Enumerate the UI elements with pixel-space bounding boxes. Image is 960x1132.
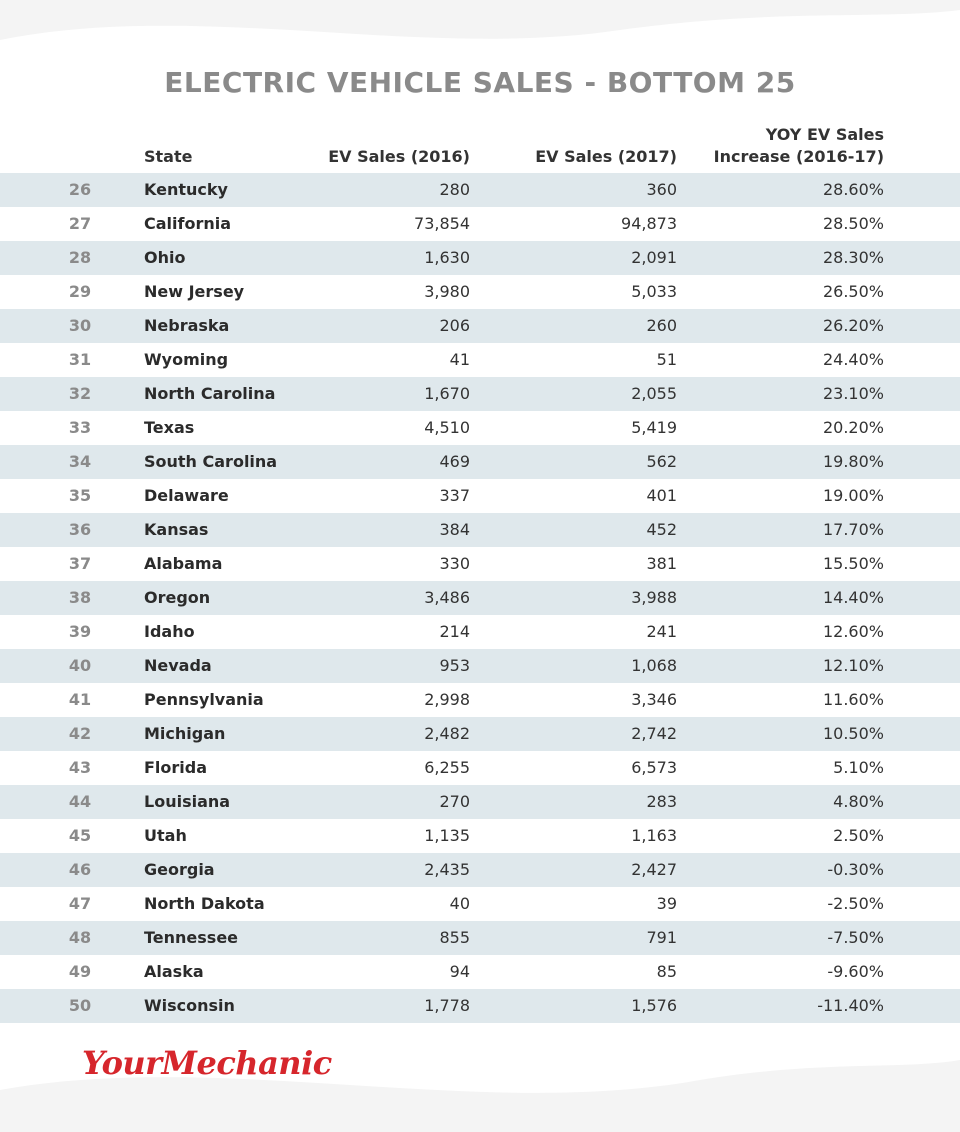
row-rank: 42 — [68, 724, 92, 743]
row-sales-2016: 280 — [439, 180, 470, 199]
table-row — [0, 513, 960, 547]
table-row — [0, 887, 960, 921]
row-state: Georgia — [144, 860, 215, 879]
row-yoy: -7.50% — [827, 928, 884, 947]
row-state: Utah — [144, 826, 187, 845]
row-sales-2017: 2,427 — [631, 860, 677, 879]
row-rank: 43 — [68, 758, 92, 777]
row-yoy: 10.50% — [822, 724, 884, 743]
row-rank: 48 — [68, 928, 92, 947]
chart-title: ELECTRIC VEHICLE SALES - BOTTOM 25 — [164, 66, 796, 99]
row-yoy: 20.20% — [822, 418, 884, 437]
row-sales-2017: 241 — [646, 622, 677, 641]
row-sales-2016: 4,510 — [424, 418, 470, 437]
table-row — [0, 411, 960, 445]
row-sales-2017: 39 — [656, 894, 677, 913]
row-sales-2017: 51 — [656, 350, 677, 369]
row-sales-2017: 6,573 — [631, 758, 677, 777]
row-state: Idaho — [144, 622, 195, 641]
row-state: Nevada — [144, 656, 212, 675]
table-row — [0, 207, 960, 241]
row-rank: 28 — [68, 248, 92, 267]
header-yoy-line1: YOY EV Sales — [765, 125, 884, 144]
row-sales-2016: 6,255 — [424, 758, 470, 777]
row-sales-2017: 791 — [646, 928, 677, 947]
row-sales-2016: 1,135 — [424, 826, 470, 845]
header-yoy-line2: Increase (2016-17) — [713, 147, 884, 166]
row-state: Delaware — [144, 486, 229, 505]
row-rank: 26 — [68, 180, 92, 199]
row-sales-2016: 214 — [439, 622, 470, 641]
row-state: Wyoming — [144, 350, 229, 369]
row-yoy: 2.50% — [833, 826, 884, 845]
row-sales-2017: 2,055 — [631, 384, 677, 403]
row-rank: 30 — [68, 316, 92, 335]
row-sales-2016: 1,630 — [424, 248, 470, 267]
row-rank: 32 — [68, 384, 92, 403]
row-sales-2017: 401 — [646, 486, 677, 505]
row-state: Kansas — [144, 520, 209, 539]
row-yoy: -0.30% — [827, 860, 884, 879]
row-sales-2016: 94 — [449, 962, 470, 981]
row-yoy: -2.50% — [827, 894, 884, 913]
row-rank: 33 — [68, 418, 92, 437]
row-yoy: -11.40% — [817, 996, 884, 1015]
table-row — [0, 955, 960, 989]
table-row — [0, 649, 960, 683]
row-yoy: 24.40% — [822, 350, 884, 369]
row-sales-2017: 381 — [646, 554, 677, 573]
table-row — [0, 547, 960, 581]
table-row — [0, 241, 960, 275]
row-rank: 35 — [68, 486, 92, 505]
row-sales-2016: 469 — [439, 452, 470, 471]
row-state: Wisconsin — [144, 996, 235, 1015]
table-row — [0, 785, 960, 819]
row-sales-2017: 3,346 — [631, 690, 677, 709]
table-row — [0, 581, 960, 615]
row-state: New Jersey — [144, 282, 245, 301]
row-sales-2017: 2,742 — [631, 724, 677, 743]
row-yoy: 28.30% — [822, 248, 884, 267]
header-sales-2016: EV Sales (2016) — [328, 147, 470, 166]
row-state: North Carolina — [144, 384, 276, 403]
row-sales-2016: 953 — [439, 656, 470, 675]
row-yoy: 26.20% — [822, 316, 884, 335]
row-state: California — [144, 214, 232, 233]
row-state: Florida — [144, 758, 208, 777]
table-row — [0, 615, 960, 649]
table-row — [0, 275, 960, 309]
row-sales-2016: 40 — [449, 894, 470, 913]
row-yoy: 26.50% — [822, 282, 884, 301]
row-yoy: 23.10% — [822, 384, 884, 403]
row-sales-2016: 206 — [439, 316, 470, 335]
row-yoy: 12.10% — [822, 656, 884, 675]
table-body — [0, 173, 960, 1023]
row-rank: 37 — [68, 554, 92, 573]
row-sales-2017: 562 — [646, 452, 677, 471]
row-state: Kentucky — [144, 180, 228, 199]
row-yoy: 17.70% — [822, 520, 884, 539]
row-state: Nebraska — [144, 316, 230, 335]
table-row — [0, 343, 960, 377]
row-state: Alaska — [144, 962, 204, 981]
row-sales-2017: 85 — [656, 962, 677, 981]
table-row — [0, 921, 960, 955]
table-row — [0, 717, 960, 751]
table-row — [0, 479, 960, 513]
row-rank: 40 — [68, 656, 92, 675]
row-sales-2016: 3,486 — [424, 588, 470, 607]
table-row — [0, 853, 960, 887]
header-yoy — [714, 124, 884, 168]
yourmechanic-logo: YourMechanic — [82, 1044, 332, 1082]
row-sales-2016: 73,854 — [414, 214, 470, 233]
row-sales-2016: 41 — [449, 350, 470, 369]
row-sales-2017: 260 — [646, 316, 677, 335]
row-rank: 44 — [68, 792, 92, 811]
row-sales-2017: 2,091 — [631, 248, 677, 267]
row-rank: 50 — [68, 996, 92, 1015]
row-sales-2016: 3,980 — [424, 282, 470, 301]
row-state: Pennsylvania — [144, 690, 264, 709]
table-row — [0, 751, 960, 785]
row-state: Oregon — [144, 588, 211, 607]
row-state: Alabama — [144, 554, 223, 573]
row-rank: 45 — [68, 826, 92, 845]
row-rank: 27 — [68, 214, 92, 233]
table-row — [0, 819, 960, 853]
row-sales-2016: 1,778 — [424, 996, 470, 1015]
row-rank: 49 — [68, 962, 92, 981]
row-yoy: 14.40% — [822, 588, 884, 607]
row-state: Texas — [144, 418, 195, 437]
row-sales-2016: 337 — [439, 486, 470, 505]
row-rank: 36 — [68, 520, 92, 539]
table-row — [0, 377, 960, 411]
row-state: North Dakota — [144, 894, 265, 913]
row-rank: 46 — [68, 860, 92, 879]
row-yoy: 4.80% — [833, 792, 884, 811]
table-row — [0, 683, 960, 717]
row-sales-2016: 330 — [439, 554, 470, 573]
row-sales-2017: 5,419 — [631, 418, 677, 437]
row-yoy: 5.10% — [833, 758, 884, 777]
row-sales-2017: 5,033 — [631, 282, 677, 301]
table-row — [0, 445, 960, 479]
row-rank: 29 — [68, 282, 92, 301]
header-state: State — [144, 147, 193, 166]
row-rank: 34 — [68, 452, 92, 471]
row-sales-2016: 270 — [439, 792, 470, 811]
row-sales-2016: 2,435 — [424, 860, 470, 879]
row-rank: 38 — [68, 588, 92, 607]
row-yoy: 15.50% — [822, 554, 884, 573]
row-yoy: 11.60% — [822, 690, 884, 709]
row-sales-2016: 384 — [439, 520, 470, 539]
row-state: Louisiana — [144, 792, 231, 811]
row-sales-2016: 2,482 — [424, 724, 470, 743]
row-yoy: 12.60% — [822, 622, 884, 641]
row-sales-2016: 1,670 — [424, 384, 470, 403]
row-sales-2017: 1,068 — [631, 656, 677, 675]
row-sales-2017: 94,873 — [621, 214, 677, 233]
table-header — [0, 118, 960, 172]
row-state: Michigan — [144, 724, 226, 743]
table-row — [0, 173, 960, 207]
row-sales-2017: 3,988 — [631, 588, 677, 607]
row-sales-2017: 1,163 — [631, 826, 677, 845]
row-rank: 31 — [68, 350, 92, 369]
row-sales-2017: 1,576 — [631, 996, 677, 1015]
header-sales-2017: EV Sales (2017) — [535, 147, 677, 166]
row-rank: 47 — [68, 894, 92, 913]
row-yoy: 19.00% — [822, 486, 884, 505]
row-sales-2016: 2,998 — [424, 690, 470, 709]
row-state: Tennessee — [144, 928, 239, 947]
row-yoy: 19.80% — [822, 452, 884, 471]
row-rank: 39 — [68, 622, 92, 641]
row-yoy: 28.60% — [822, 180, 884, 199]
table-row — [0, 309, 960, 343]
row-state: Ohio — [144, 248, 186, 267]
row-rank: 41 — [68, 690, 92, 709]
row-sales-2017: 360 — [646, 180, 677, 199]
row-state: South Carolina — [144, 452, 278, 471]
row-yoy: 28.50% — [822, 214, 884, 233]
table-row — [0, 989, 960, 1023]
row-sales-2017: 452 — [646, 520, 677, 539]
row-sales-2016: 855 — [439, 928, 470, 947]
row-yoy: -9.60% — [827, 962, 884, 981]
row-sales-2017: 283 — [646, 792, 677, 811]
